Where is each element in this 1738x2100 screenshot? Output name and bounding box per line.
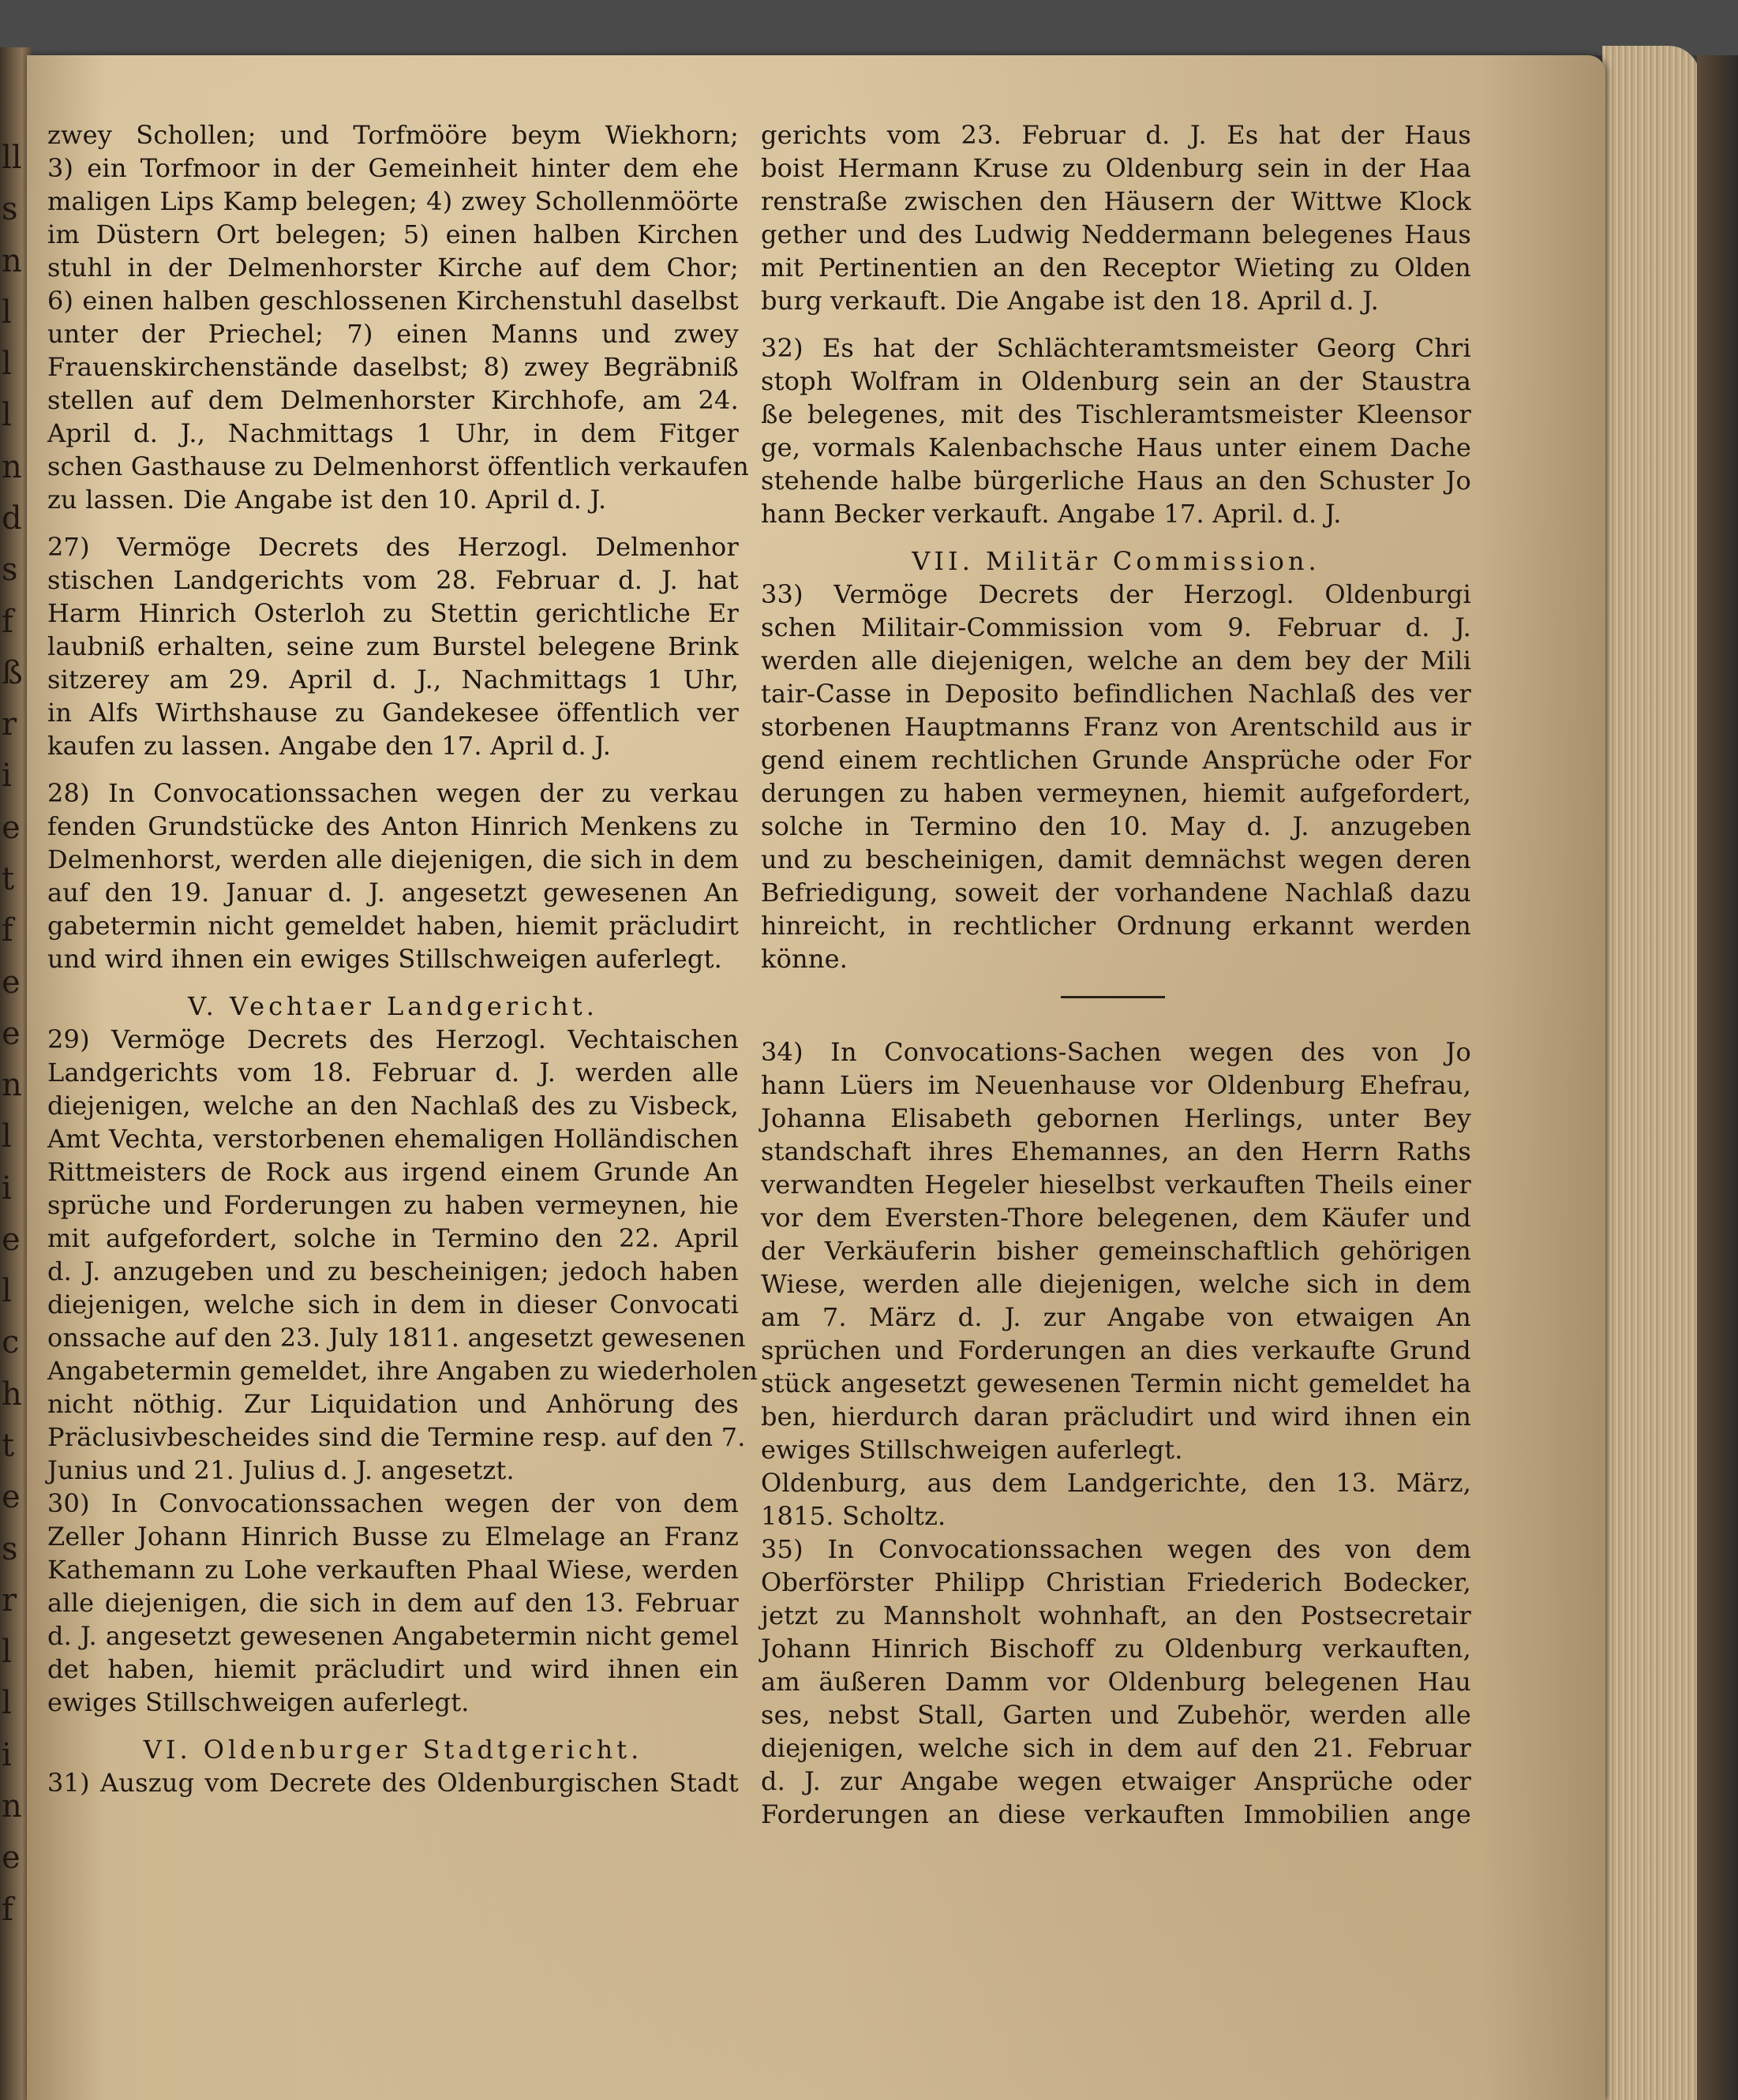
text-line: d. J. anzugeben und zu bescheinigen; jedoch haben <box>47 1256 739 1286</box>
text-line: sprüche und Forderungen zu haben vermeynen, hie <box>47 1190 739 1220</box>
paragraph-gap <box>47 762 739 777</box>
text-line: am äußeren Damm vor Oldenburg belegenen Hau <box>761 1667 1471 1697</box>
text-line: vor dem Eversten-Thore belegenen, dem Käufer und <box>761 1203 1471 1233</box>
gutter-letter: l <box>2 1118 12 1155</box>
text-line: kaufen zu lassen. Angabe den 17. April d. J. <box>47 731 612 761</box>
text-line: burg verkauft. Die Angabe ist den 18. April d. J. <box>761 286 1379 316</box>
text-line: 33) Vermöge Decrets der Herzogl. Oldenburgi <box>761 579 1471 609</box>
text-line: nicht nöthig. Zur Liquidation und Anhörung des <box>47 1389 739 1419</box>
text-line: ewiges Stillschweigen auferlegt. <box>761 1435 1183 1465</box>
text-line: sprüchen und Forderungen an dies verkaufte Grund <box>761 1335 1471 1365</box>
text-line: auf den 19. Januar d. J. angesetzt gewesenen An <box>47 878 739 908</box>
text-line: storbenen Hauptmanns Franz von Arentschild aus ir <box>761 712 1471 742</box>
text-line: 27) Vermöge Decrets des Herzogl. Delmenhor <box>47 532 739 562</box>
text-line: verwandten Hegeler hieselbst verkauften Theils einer <box>761 1170 1471 1200</box>
text-line: 3) ein Torfmoor in der Gemeinheit hinter dem ehe <box>47 153 739 183</box>
text-line: maligen Lips Kamp belegen; 4) zwey Schollenmöörte <box>47 186 739 216</box>
text-line: hann Lüers im Neuenhause vor Oldenburg Ehefrau, <box>761 1070 1471 1100</box>
gutter-letter: e <box>2 1015 21 1052</box>
gutter-letter: l <box>2 346 12 383</box>
text-line: Zeller Johann Hinrich Busse zu Elmelage an Franz <box>47 1522 739 1552</box>
text-line: in Alfs Wirthshause zu Gandekesee öffentlich ver <box>47 698 739 728</box>
text-line: solche in Termino den 10. May d. J. anzugeben <box>761 811 1471 841</box>
text-line: Forderungen an diese verkauften Immobilien ange <box>761 1799 1471 1829</box>
text-line: zwey Schollen; und Torfmööre beym Wiekhorn; <box>47 120 739 150</box>
text-line: Oldenburg, aus dem Landgerichte, den 13. März, <box>761 1468 1471 1498</box>
text-line: diejenigen, welche sich in dem auf den 21. Februar <box>761 1733 1471 1763</box>
text-line: Landgerichts vom 18. Februar d. J. werden alle <box>47 1057 739 1087</box>
text-line: schen Militair-Commission vom 9. Februar d. J. <box>761 612 1471 642</box>
text-line: April d. J., Nachmittags 1 Uhr, in dem Fitger <box>47 418 739 448</box>
gutter-letter: n <box>2 1788 22 1825</box>
text-line: alle diejenigen, die sich in dem auf den 13. Februar <box>47 1588 739 1618</box>
text-line: Johanna Elisabeth gebornen Herlings, unter Bey <box>761 1103 1471 1133</box>
gutter-letter: e <box>2 1221 21 1258</box>
text-line: der Verkäuferin bisher gemeinschaftlich gehörigen <box>761 1236 1471 1266</box>
text-line: ben, hierdurch daran präcludirt und wird ihnen ein <box>761 1402 1471 1432</box>
text-line: 35) In Convocationssachen wegen des von dem <box>761 1534 1471 1564</box>
gutter-letter: r <box>2 1582 17 1619</box>
text-line: gabetermin nicht gemeldet haben, hiemit präcludirt <box>47 911 739 941</box>
gutter-letter: h <box>2 1376 22 1413</box>
text-line: und zu bescheinigen, damit demnächst wegen deren <box>761 844 1471 874</box>
gutter-letter: e <box>2 1479 21 1516</box>
gutter-letter: s <box>2 191 18 228</box>
scan-background-right <box>1697 55 1738 2100</box>
text-line: ge, vormals Kalenbachsche Haus unter einem Dache <box>761 432 1471 462</box>
gutter-letter: r <box>2 706 17 743</box>
text-line: Oberförster Philipp Christian Friederich Bodecker, <box>761 1567 1471 1597</box>
text-line: gerichts vom 23. Februar d. J. Es hat der Haus <box>761 120 1471 150</box>
text-line: jetzt zu Mannsholt wohnhaft, an den Postsecretair <box>761 1600 1471 1630</box>
text-line: 28) In Convocationssachen wegen der zu verkau <box>47 778 739 808</box>
text-line: unter der Priechel; 7) einen Manns und zwey <box>47 319 739 349</box>
gutter-letter: n <box>2 242 22 279</box>
text-line: Frauenskirchenstände daselbst; 8) zwey Begräbniß <box>47 352 739 382</box>
text-line: d. J. zur Angabe wegen etwaiger Ansprüche oder <box>761 1766 1471 1796</box>
gutter-letter: l <box>2 1634 12 1671</box>
page-stack-edge <box>1602 46 1700 2100</box>
text-line: Kathemann zu Lohe verkauften Phaal Wiese, werden <box>47 1555 739 1585</box>
text-line: könne. <box>761 944 848 974</box>
gutter-letter: l <box>2 1273 12 1310</box>
gutter-letter: n <box>2 448 22 485</box>
text-line: zu lassen. Die Angabe ist den 10. April d. J. <box>47 485 607 515</box>
text-line: mit Pertinentien an den Receptor Wieting zu Olden <box>761 253 1471 283</box>
gutter-letter: ll <box>2 140 22 176</box>
text-line: 34) In Convocations-Sachen wegen des von Jo <box>761 1037 1471 1067</box>
gutter-letter: e <box>2 1840 21 1877</box>
text-line: stück angesetzt gewesenen Termin nicht gemeldet ha <box>761 1368 1471 1398</box>
gutter-letter: s <box>2 1530 18 1567</box>
text-line: gether und des Ludwig Neddermann belegenes Haus <box>761 219 1471 249</box>
gutter-letter: s <box>2 552 18 589</box>
gutter-letter: i <box>2 1736 12 1773</box>
scan-background <box>0 0 1738 55</box>
text-line: 32) Es hat der Schlächteramtsmeister Georg Chri <box>761 333 1471 363</box>
gutter-letter: ß <box>2 654 23 691</box>
gutter-letter: f <box>2 1891 13 1928</box>
text-line: gend einem rechtlichen Grunde Ansprüche oder For <box>761 745 1471 775</box>
gutter-letter: c <box>2 1324 20 1361</box>
gutter-letter: e <box>2 964 21 1001</box>
previous-page-gutter-text <box>2 142 25 1926</box>
text-line: 6) einen halben geschlossenen Kirchenstuhl daselbst <box>47 286 739 316</box>
text-line: am 7. März d. J. zur Angabe von etwaigen An <box>761 1302 1471 1332</box>
text-line: Angabetermin gemeldet, ihre Angaben zu wiederholen <box>47 1356 759 1386</box>
paragraph-gap <box>47 1719 739 1733</box>
paragraph-gap <box>761 317 1471 331</box>
text-line: Rittmeisters de Rock aus irgend einem Grunde An <box>47 1157 739 1187</box>
text-line: Johann Hinrich Bischoff zu Oldenburg verkauften, <box>761 1634 1471 1664</box>
text-line: Wiese, werden alle diejenigen, welche sich in dem <box>761 1269 1471 1299</box>
gutter-letter: l <box>2 1685 12 1722</box>
text-line: 1815. Scholtz. <box>761 1501 946 1531</box>
text-line: hann Becker verkauft. Angabe 17. April. d. J. <box>761 499 1342 529</box>
text-line: werden alle diejenigen, welche an dem bey der Mili <box>761 646 1471 676</box>
gutter-letter: f <box>2 603 13 640</box>
text-line: und wird ihnen ein ewiges Stillschweigen auferlegt. <box>47 944 723 974</box>
section-divider <box>761 975 1471 1035</box>
paragraph-gap <box>761 530 1471 545</box>
text-line: Präclusivbescheides sind die Termine resp. auf den 7. <box>47 1422 746 1452</box>
section-heading: VI. Oldenburger Stadtgericht. <box>143 1735 643 1765</box>
gutter-letter: e <box>2 809 21 846</box>
divider-rule <box>1061 996 1165 998</box>
text-line: fenden Grundstücke des Anton Hinrich Menkens zu <box>47 811 739 841</box>
text-line: det haben, hiemit präcludirt und wird ihnen ein <box>47 1654 739 1684</box>
text-line: Befriedigung, soweit der vorhandene Nachlaß dazu <box>761 878 1471 908</box>
paragraph-gap <box>47 516 739 530</box>
gutter-letter: l <box>2 294 12 331</box>
text-line: diejenigen, welche an den Nachlaß des zu Visbeck, <box>47 1091 739 1121</box>
gutter-letter: d <box>2 500 22 537</box>
text-line: Junius und 21. Julius d. J. angesetzt. <box>47 1455 515 1485</box>
text-line: stellen auf dem Delmenhorster Kirchhofe, am 24. <box>47 385 739 415</box>
gutter-letter: t <box>2 1428 15 1465</box>
text-line: d. J. angesetzt gewesenen Angabetermin nicht gemel <box>47 1621 739 1651</box>
gutter-letter: l <box>2 397 12 434</box>
text-line: Amt Vechta, verstorbenen ehemaligen Holländischen <box>47 1124 739 1154</box>
gutter-letter: n <box>2 1067 22 1104</box>
text-line: 31) Auszug vom Decrete des Oldenburgischen Stadt <box>47 1768 739 1798</box>
text-line: 29) Vermöge Decrets des Herzogl. Vechtaischen <box>47 1024 739 1054</box>
text-line: standschaft ihres Ehemannes, an den Herrn Raths <box>761 1136 1471 1166</box>
section-heading: V. Vechtaer Landgericht. <box>188 991 598 1021</box>
text-line: sitzerey am 29. April d. J., Nachmittags 1 Uhr, <box>47 664 739 694</box>
gutter-letter: t <box>2 860 15 897</box>
text-line: hinreicht, in rechtlicher Ordnung erkannt werden <box>761 911 1471 941</box>
text-line: tair-Casse in Deposito befindlichen Nachlaß des ver <box>761 679 1471 709</box>
text-line: ße belegenes, mit des Tischleramtsmeister Kleensor <box>761 399 1471 429</box>
text-line: renstraße zwischen den Häusern der Wittwe Klock <box>761 186 1471 216</box>
paragraph-gap <box>47 975 739 990</box>
text-line: mit aufgefordert, solche in Termino den 22. April <box>47 1223 739 1253</box>
text-line: schen Gasthause zu Delmenhorst öffentlich verkaufen <box>47 451 749 481</box>
text-line: stuhl in der Delmenhorster Kirche auf dem Chor; <box>47 253 739 283</box>
section-heading: VII. Militär Commission. <box>912 546 1320 576</box>
text-line: stoph Wolfram in Oldenburg sein an der Staustra <box>761 366 1471 396</box>
right-text-column <box>761 118 1471 1831</box>
text-line: laubniß erhalten, seine zum Burstel belegene Brink <box>47 631 739 661</box>
left-text-column <box>47 118 759 1799</box>
text-line: ses, nebst Stall, Garten und Zubehör, werden alle <box>761 1700 1471 1730</box>
text-line: diejenigen, welche sich in dem in dieser Convocati <box>47 1290 739 1320</box>
gutter-letter: i <box>2 1170 12 1207</box>
text-line: Delmenhorst, werden alle diejenigen, die sich in dem <box>47 844 740 874</box>
gutter-letter: f <box>2 912 13 949</box>
text-line: onssache auf den 23. July 1811. angesetzt gewesenen <box>47 1323 746 1353</box>
text-line: Harm Hinrich Osterloh zu Stettin gerichtliche Er <box>47 598 739 628</box>
text-line: im Düstern Ort belegen; 5) einen halben Kirchen <box>47 219 739 249</box>
text-line: derungen zu haben vermeynen, hiemit aufgefordert, <box>761 778 1471 808</box>
text-line: boist Hermann Kruse zu Oldenburg sein in der Haa <box>761 153 1471 183</box>
gutter-letter: i <box>2 758 12 795</box>
text-line: ewiges Stillschweigen auferlegt. <box>47 1687 470 1717</box>
text-line: stischen Landgerichts vom 28. Februar d. J. hat <box>47 565 739 595</box>
text-line: 30) In Convocationssachen wegen der von dem <box>47 1488 739 1518</box>
text-line: stehende halbe bürgerliche Haus an den Schuster Jo <box>761 466 1471 496</box>
